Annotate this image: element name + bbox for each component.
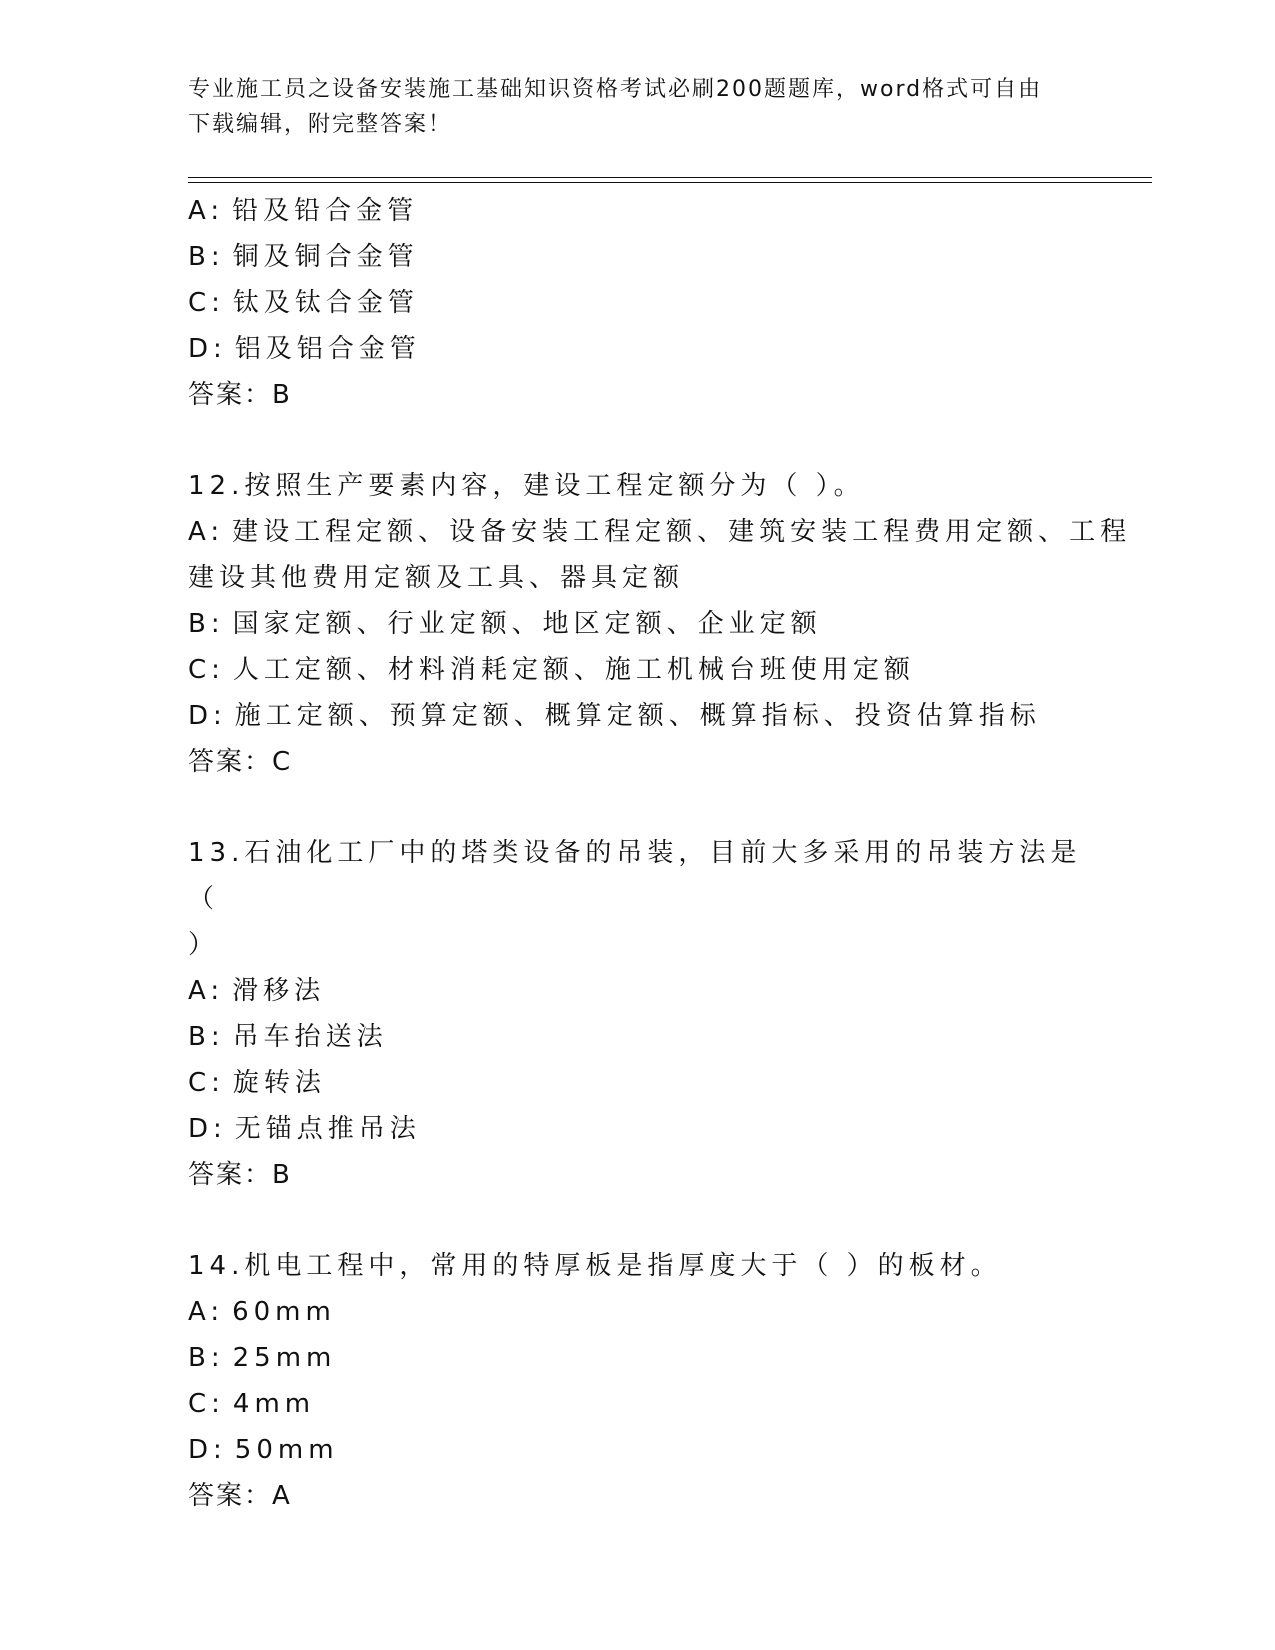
option-letter: D: (188, 334, 227, 364)
option-text: 25mm (232, 1343, 337, 1373)
option-c (188, 280, 1088, 326)
option-text: 铜及铜合金管 (232, 242, 419, 272)
option-text: 钛及钛合金管 (232, 288, 419, 318)
option-letter: A: (188, 517, 225, 547)
option-a-continuation: 建设其他费用定额及工具、器具定额 (188, 563, 685, 593)
header-title-line-2: 下载编辑，附完整答案！ (188, 112, 453, 137)
question-14 (188, 1243, 1088, 1519)
option-text: 铝及铝合金管 (234, 334, 421, 364)
option-d (188, 1106, 1088, 1152)
answer-line: 答案：B (188, 380, 292, 410)
question-gap (188, 418, 1088, 463)
option-letter: B: (188, 1343, 225, 1373)
option-a (188, 509, 1132, 555)
option-text: 铅及铅合金管 (232, 196, 419, 226)
option-text: 施工定额、预算定额、概算定额、概算指标、投资估算指标 (234, 701, 1041, 731)
option-letter: C: (188, 655, 225, 685)
option-letter: D: (188, 1114, 227, 1144)
option-b (188, 234, 1088, 280)
question-list (188, 188, 1132, 1519)
option-letter: C: (188, 288, 225, 318)
option-c (188, 1060, 1088, 1106)
option-b (188, 1335, 1088, 1381)
question-11-continued (188, 188, 1088, 418)
answer-line: 答案：A (188, 1481, 292, 1511)
question-stem: 13.石油化工厂中的塔类设备的吊装，目前大多采用的吊装方法是（ (188, 838, 1082, 914)
option-letter: A: (188, 976, 225, 1006)
option-text: 50mm (234, 1435, 339, 1465)
answer-line: 答案：C (188, 747, 293, 777)
question-stem: 12.按照生产要素内容，建设工程定额分为（ ）。 (188, 471, 865, 501)
option-b (188, 1014, 1088, 1060)
option-text: 吊车抬送法 (232, 1022, 388, 1052)
option-letter: A: (188, 196, 225, 226)
option-text: 滑移法 (232, 976, 326, 1006)
option-letter: A: (188, 1297, 225, 1327)
option-d (188, 1427, 1088, 1473)
option-letter: C: (188, 1068, 225, 1098)
option-letter: B: (188, 1022, 225, 1052)
option-d (188, 326, 1088, 372)
option-letter: B: (188, 242, 225, 272)
header-rule-bottom (188, 182, 1152, 183)
question-stem: 14.机电工程中，常用的特厚板是指厚度大于（ ）的板材。 (188, 1251, 1002, 1281)
option-c (188, 1381, 1088, 1427)
question-gap (188, 1198, 1088, 1243)
question-stem-continuation: ） (188, 930, 220, 960)
option-d (188, 693, 1088, 739)
option-a (188, 188, 1088, 234)
question-13 (188, 830, 1088, 1198)
document-header (188, 72, 1088, 142)
header-rule-top (188, 177, 1152, 178)
option-b (188, 601, 1088, 647)
option-c (188, 647, 1088, 693)
option-text: 旋转法 (232, 1068, 326, 1098)
option-text: 国家定额、行业定额、地区定额、企业定额 (232, 609, 822, 639)
option-text: 建设工程定额、设备安装工程定额、建筑安装工程费用定额、工程 (232, 517, 1132, 547)
option-letter: D: (188, 1435, 227, 1465)
option-text: 60mm (232, 1297, 336, 1327)
option-a (188, 968, 1088, 1014)
option-text: 无锚点推吊法 (234, 1114, 421, 1144)
header-title-line-1: 专业施工员之设备安装施工基础知识资格考试必刷200题题库，word格式可自由 (188, 77, 1043, 102)
option-a (188, 1289, 1088, 1335)
option-letter: C: (188, 1389, 225, 1419)
option-letter: B: (188, 609, 225, 639)
option-text: 4mm (232, 1389, 316, 1419)
question-gap (188, 785, 1088, 830)
option-letter: D: (188, 701, 227, 731)
option-text: 人工定额、材料消耗定额、施工机械台班使用定额 (232, 655, 915, 685)
answer-line: 答案：B (188, 1160, 292, 1190)
question-12 (188, 463, 1132, 785)
